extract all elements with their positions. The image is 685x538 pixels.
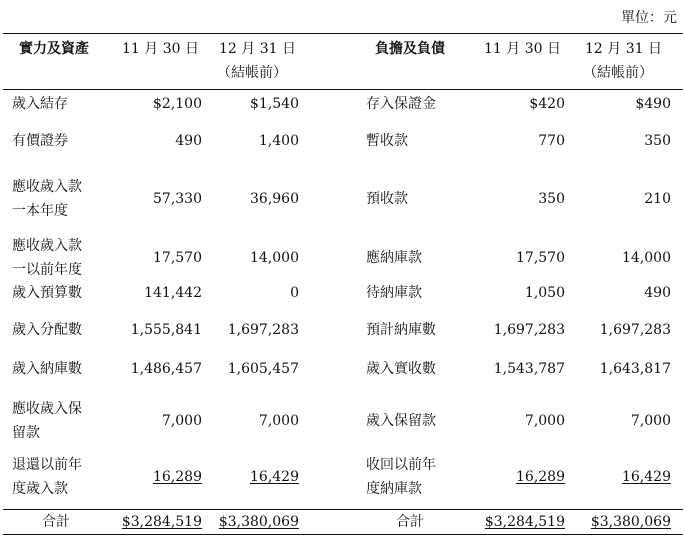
- row-1-left-dec: 1,400: [258, 133, 299, 149]
- row-4-left-nov: 141,442: [144, 285, 202, 301]
- row-0-left-nov: $2,100: [153, 96, 202, 112]
- row-1-right-label-line: 暫收款: [366, 133, 408, 149]
- total-right-nov: $3,284,519: [484, 514, 565, 530]
- row-0-right-nov: $420: [529, 96, 565, 112]
- row-8-right-label-line: 度納庫款: [366, 481, 422, 497]
- row-4-right-dec: 490: [644, 285, 671, 301]
- row-6-left-nov: 1,486,457: [130, 361, 202, 377]
- row-7-left-label-line: 應收歲入保: [12, 401, 82, 417]
- row-7-right-nov: 7,000: [524, 413, 565, 429]
- row-3-right-nov: 17,570: [516, 250, 565, 266]
- row-8-left-nov-value: 16,289: [153, 469, 202, 485]
- header-right-dec-sub: （結帳前）: [583, 65, 653, 81]
- row-8-left-label-line: 退還以前年: [12, 457, 82, 473]
- row-5-left-label-line: 歲入分配數: [12, 322, 82, 338]
- header-left-dec: 12 月 31 日: [219, 41, 296, 57]
- row-3-left-dec: 14,000: [250, 250, 299, 266]
- row-6-right-label-line: 歲入實收數: [366, 361, 436, 377]
- row-7-left-label-line: 留款: [12, 425, 40, 441]
- row-3-left-label-line: 應收歲入款: [12, 238, 82, 254]
- row-5-right-nov: 1,697,283: [493, 322, 565, 338]
- unit-label: 單位：元: [621, 10, 677, 26]
- header-bottom-rule: [3, 89, 683, 90]
- row-7-right-label-line: 歲入保留款: [366, 413, 436, 429]
- totals-top-rule: [3, 509, 683, 510]
- totals-bottom-rule: [3, 534, 683, 535]
- row-5-right-label-line: 預計納庫數: [366, 322, 436, 338]
- row-8-left-nov: [153, 468, 202, 486]
- row-8-left-label-line: 度歲入款: [12, 481, 68, 497]
- row-6-right-dec: 1,643,817: [599, 361, 671, 377]
- row-3-left-nov: 17,570: [153, 250, 202, 266]
- row-8-right-nov: [516, 468, 565, 486]
- row-2-left-label-line: 一本年度: [12, 203, 68, 219]
- row-8-left-dec-value: 16,429: [250, 469, 299, 485]
- header-left-title: 實力及資產: [19, 41, 89, 57]
- row-5-left-nov: 1,555,841: [130, 322, 202, 338]
- row-2-right-nov: 350: [538, 191, 565, 207]
- row-6-right-nov: 1,543,787: [493, 361, 565, 377]
- row-2-left-label-line: 應收歲入款: [12, 179, 82, 195]
- row-3-left-label-line: 一以前年度: [12, 262, 82, 278]
- row-4-right-nov: 1,050: [524, 285, 565, 301]
- header-right-dec: 12 月 31 日: [585, 41, 662, 57]
- row-6-left-dec: 1,605,457: [227, 361, 299, 377]
- row-4-left-dec: 0: [290, 285, 299, 301]
- row-1-right-nov: 770: [538, 133, 565, 149]
- total-left-nov: $3,284,519: [121, 514, 202, 530]
- row-1-left-nov: 490: [175, 133, 202, 149]
- row-6-left-label-line: 歲入納庫數: [12, 361, 82, 377]
- row-0-left-label-line: 歲入結存: [12, 96, 68, 112]
- row-8-right-label-line: 收回以前年: [366, 457, 436, 473]
- row-8-right-nov-value: 16,289: [516, 469, 565, 485]
- row-8-right-dec: [622, 468, 671, 486]
- row-0-right-label-line: 存入保證金: [366, 96, 436, 112]
- header-right-nov: 11 月 30 日: [484, 41, 561, 57]
- row-3-right-dec: 14,000: [622, 250, 671, 266]
- header-top-rule: [3, 33, 683, 34]
- row-1-right-dec: 350: [644, 133, 671, 149]
- row-2-left-dec: 36,960: [250, 191, 299, 207]
- row-7-right-dec: 7,000: [630, 413, 671, 429]
- total-right-label: 合計: [396, 514, 424, 530]
- row-7-left-nov: 7,000: [161, 413, 202, 429]
- row-4-right-label-line: 待納庫款: [366, 285, 422, 301]
- total-left-label: 合計: [42, 514, 70, 530]
- total-left-dec: $3,380,069: [218, 514, 299, 530]
- total-right-dec: $3,380,069: [590, 514, 671, 530]
- row-2-right-label-line: 預收款: [366, 191, 408, 207]
- header-left-nov: 11 月 30 日: [122, 41, 199, 57]
- header-left-dec-sub: （結帳前）: [217, 65, 287, 81]
- row-7-left-dec: 7,000: [258, 413, 299, 429]
- row-4-left-label-line: 歲入預算數: [12, 285, 82, 301]
- row-8-left-dec: [250, 468, 299, 486]
- row-5-right-dec: 1,697,283: [599, 322, 671, 338]
- row-1-left-label-line: 有價證券: [12, 133, 68, 149]
- row-3-right-label-line: 應納庫款: [366, 250, 422, 266]
- row-2-left-nov: 57,330: [153, 191, 202, 207]
- header-right-title: 負擔及負債: [375, 41, 445, 57]
- row-8-right-dec-value: 16,429: [622, 469, 671, 485]
- row-0-left-dec: $1,540: [250, 96, 299, 112]
- row-0-right-dec: $490: [635, 96, 671, 112]
- row-2-right-dec: 210: [644, 191, 671, 207]
- row-5-left-dec: 1,697,283: [227, 322, 299, 338]
